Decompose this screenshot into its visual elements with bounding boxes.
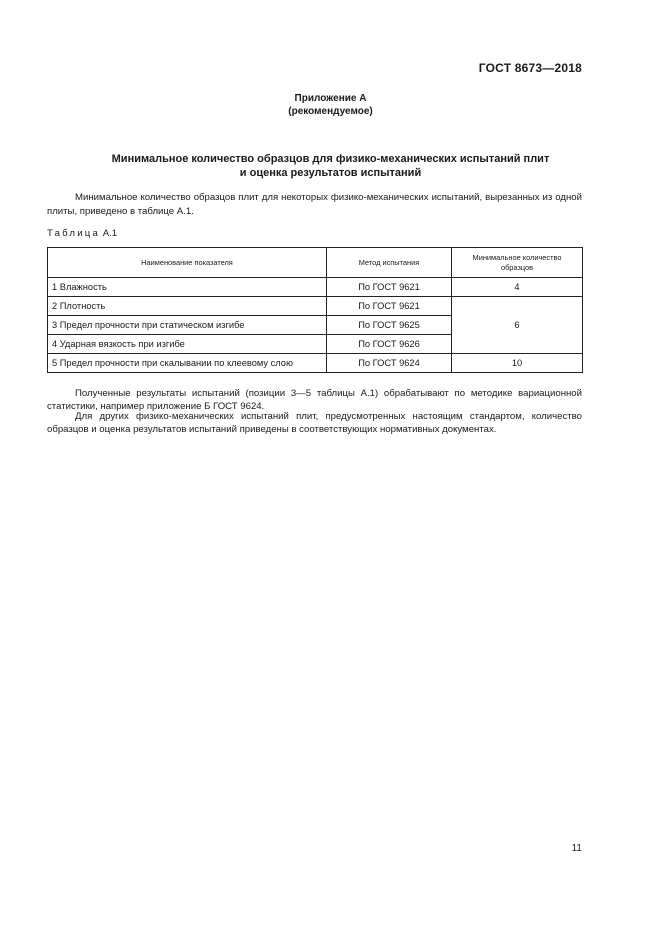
cell-indicator: 4 Ударная вязкость при изгибе — [48, 335, 327, 354]
cell-method: По ГОСТ 9625 — [327, 316, 452, 335]
cell-samples: 10 — [452, 354, 583, 373]
header-min-samples: Минимальное количество образцов — [452, 248, 583, 278]
appendix-title: Приложение А — [294, 93, 367, 104]
cell-indicator: 2 Плотность — [48, 297, 327, 316]
intro-paragraph: Минимальное количество образцов плит для некоторых физико-механических испытаний, вырезанных из одной плиты, приведено в таблице А.1. — [47, 192, 582, 217]
cell-samples: 4 — [452, 278, 583, 297]
cell-method: По ГОСТ 9626 — [327, 335, 452, 354]
header-indicator: Наименование показателя — [48, 248, 327, 278]
header-method: Метод испытания — [327, 248, 452, 278]
cell-indicator: 3 Предел прочности при статическом изгибе — [48, 316, 327, 335]
cell-indicator: 5 Предел прочности при скалывании по клеевому слою — [48, 354, 327, 373]
standard-code: ГОСТ 8673—2018 — [478, 61, 582, 75]
appendix-status: (рекомендуемое) — [288, 106, 373, 117]
other-tests-paragraph: Для других физико-механических испытаний плит, предусмотренных настоящим стандартом, количество образцов и оценка результатов испытаний приведены в соответствующих нормативных документах. — [47, 411, 582, 435]
table-caption — [47, 228, 117, 239]
section-title-line1: Минимальное количество образцов для физико-механических испытаний плит — [111, 153, 550, 165]
cell-samples: 6 — [452, 297, 583, 354]
table-row — [48, 354, 583, 373]
table-caption-word: Таблица — [47, 228, 101, 239]
table-header-row — [48, 248, 583, 278]
cell-method: По ГОСТ 9624 — [327, 354, 452, 373]
section-title-line2: и оценка результатов испытаний — [239, 167, 422, 179]
table-row — [48, 278, 583, 297]
appendix-heading — [0, 92, 661, 118]
results-paragraph: Полученные результаты испытаний (позиции 3—5 таблицы А.1) обрабатывают по методике вариационной статистики, например приложение Б ГОСТ 9624. — [47, 388, 582, 412]
cell-method: По ГОСТ 9621 — [327, 297, 452, 316]
cell-indicator: 1 Влажность — [48, 278, 327, 297]
section-title — [0, 152, 661, 180]
samples-table — [47, 247, 583, 373]
page-number: 11 — [571, 843, 582, 854]
table-row — [48, 297, 583, 316]
cell-method: По ГОСТ 9621 — [327, 278, 452, 297]
table-caption-number: А.1 — [102, 228, 118, 239]
